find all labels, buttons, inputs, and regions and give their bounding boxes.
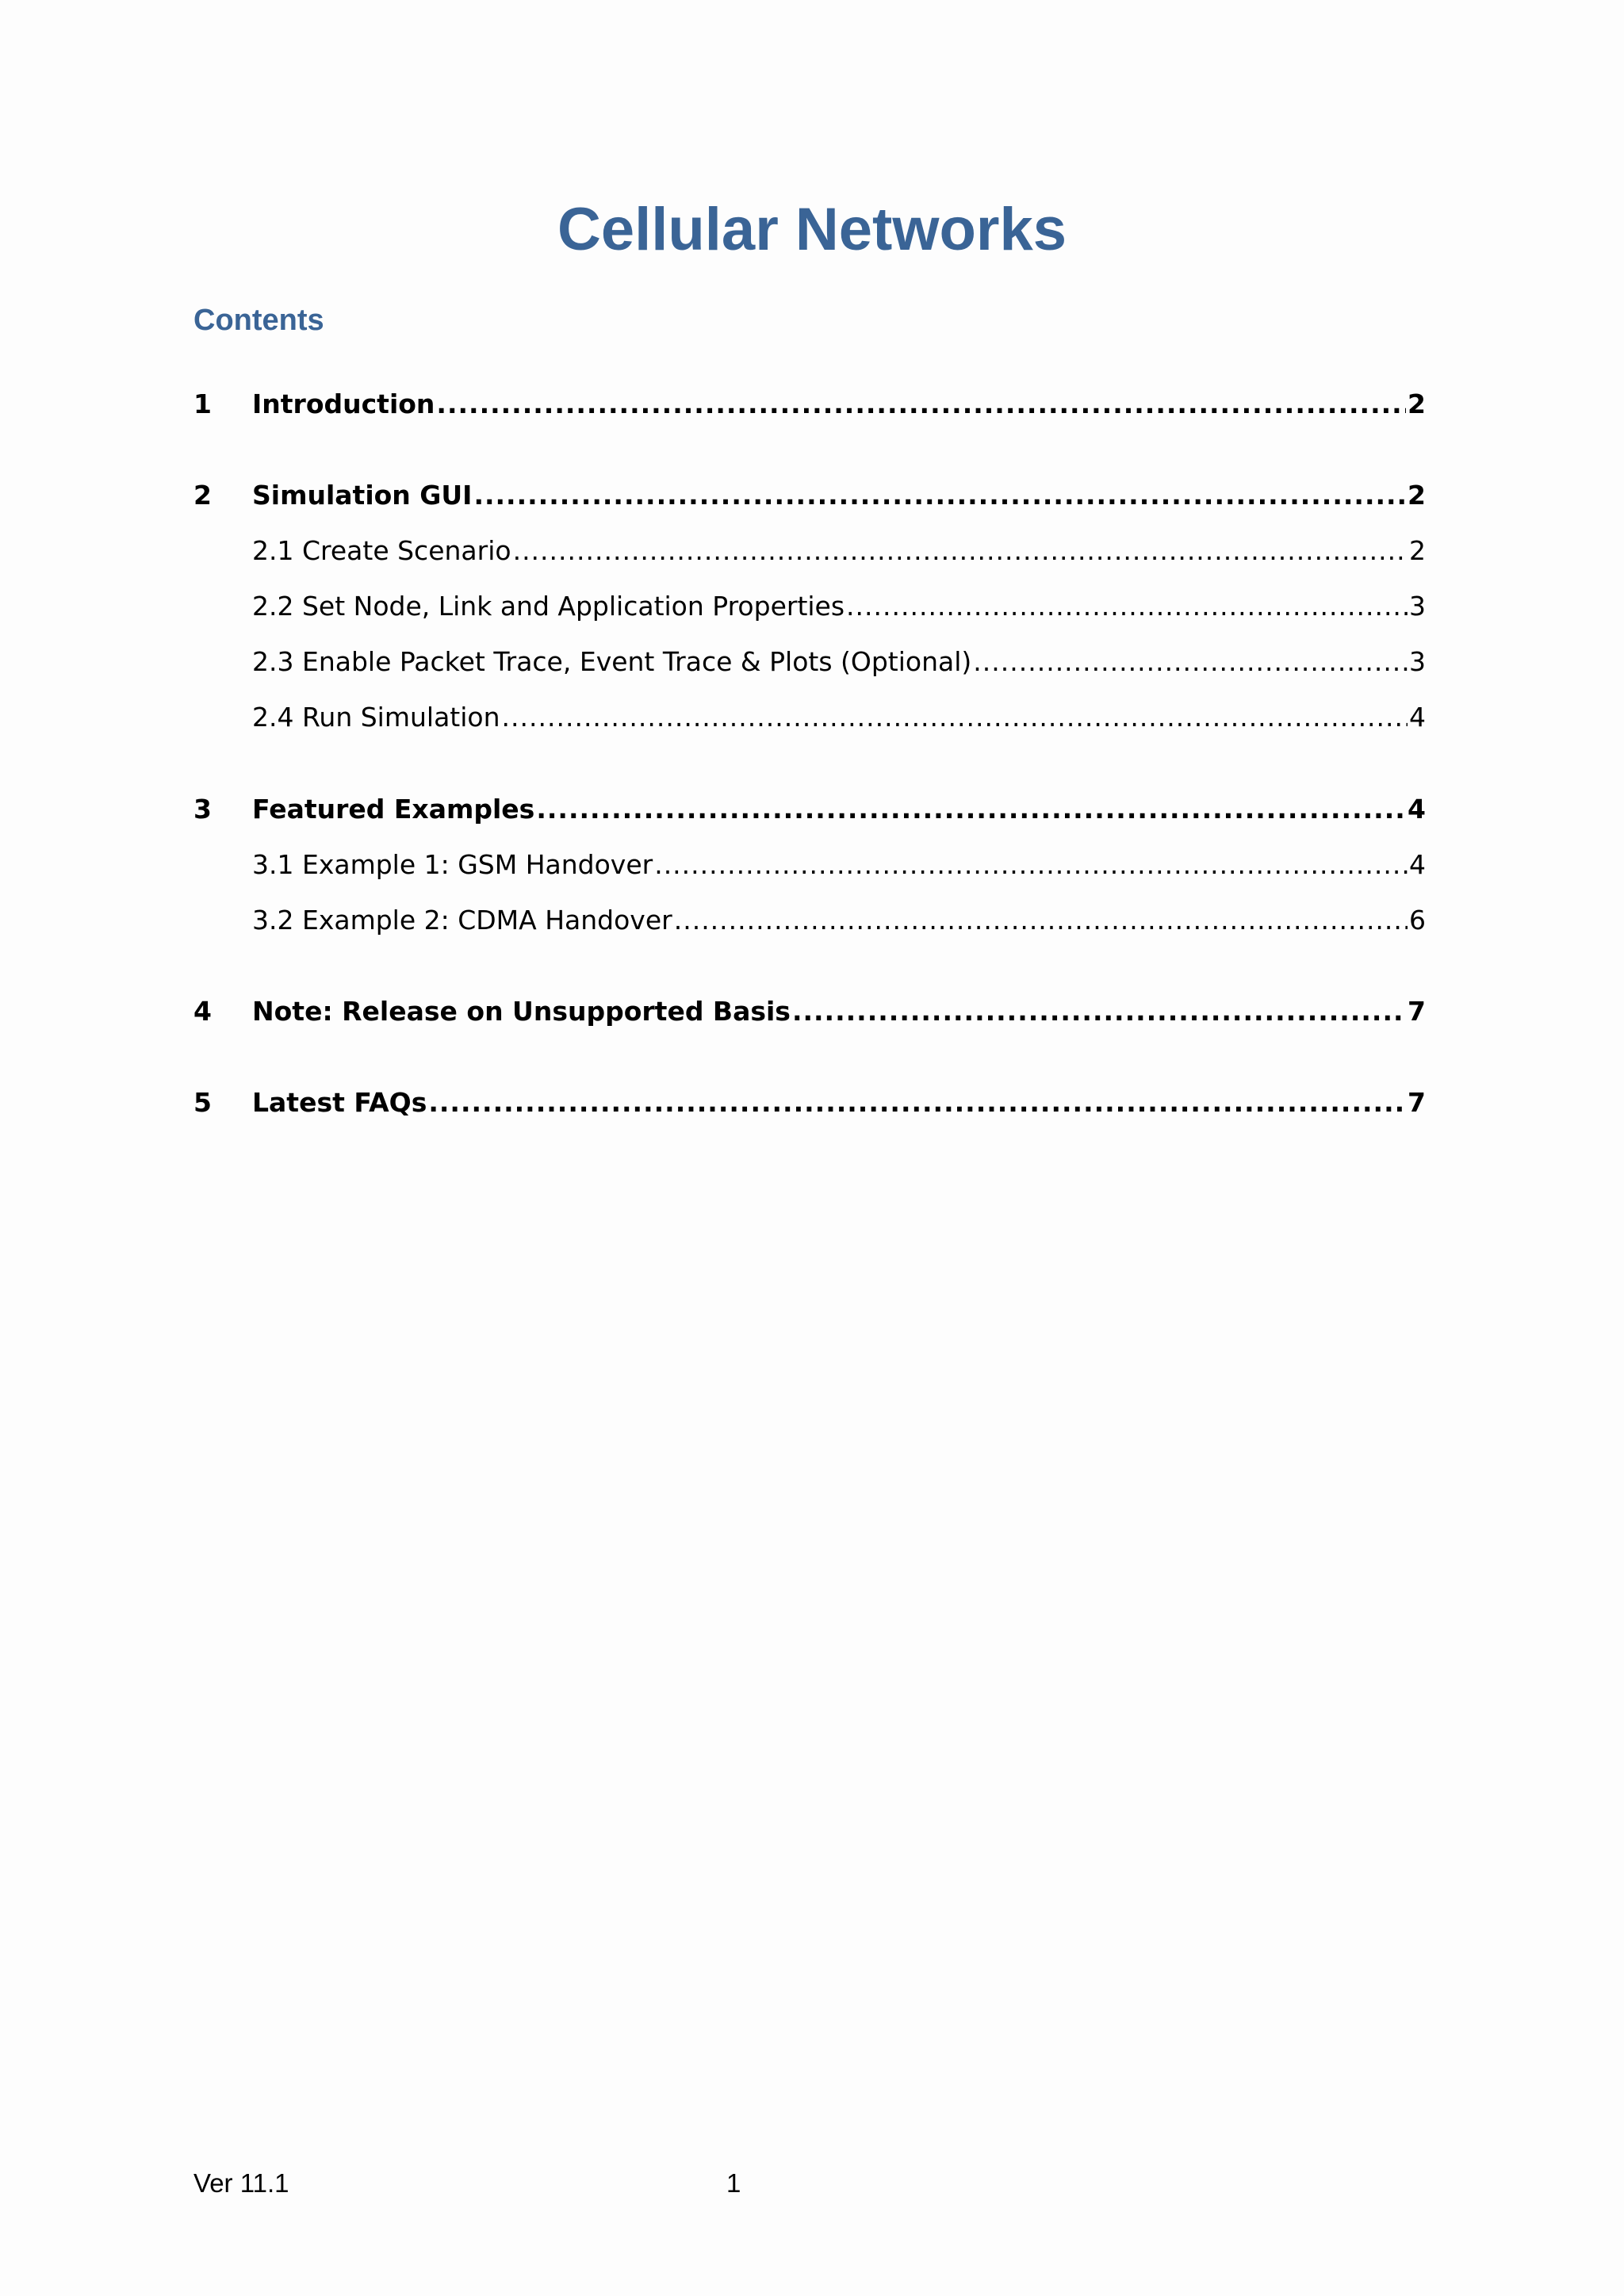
toc-entry-number: 5 (193, 1087, 212, 1118)
toc-entry-run-simulation[interactable] (252, 698, 1426, 737)
toc-entry-number: 1 (193, 388, 212, 419)
toc-dot-leader (502, 698, 1408, 737)
toc-entry-latest-faqs[interactable] (193, 1084, 1426, 1122)
toc-entry-enable-trace[interactable] (252, 643, 1426, 681)
toc-entry-page: 3 (1409, 646, 1426, 677)
toc-entry-title: 2.4 Run Simulation (252, 702, 500, 733)
toc-entry-title: 2.2 Set Node, Link and Application Properties (252, 591, 845, 622)
footer-version: Ver 11.1 (193, 2168, 289, 2198)
toc-dot-leader (513, 532, 1408, 570)
toc-entry-number: 2 (193, 480, 212, 511)
toc-dot-leader (654, 846, 1408, 884)
toc-entry-page: 4 (1409, 702, 1426, 733)
toc-dot-leader (428, 1084, 1406, 1122)
footer-page-number: 1 (726, 2168, 741, 2198)
toc-entry-title: 3.1 Example 1: GSM Handover (252, 849, 653, 880)
toc-entry-simulation-gui[interactable] (193, 476, 1426, 515)
toc-entry-page: 2 (1409, 535, 1426, 566)
toc-entry-page: 7 (1408, 996, 1426, 1027)
toc-entry-title: Simulation GUI (252, 480, 473, 511)
toc-entry-title: 3.2 Example 2: CDMA Handover (252, 905, 672, 936)
toc-entry-create-scenario[interactable] (252, 532, 1426, 570)
toc-entry-number: 3 (193, 794, 212, 825)
toc-entry-introduction[interactable] (193, 385, 1426, 423)
toc-entry-page: 7 (1408, 1087, 1426, 1118)
toc-entry-page: 4 (1409, 849, 1426, 880)
contents-heading: Contents (193, 304, 324, 337)
toc-entry-title: Introduction (252, 388, 435, 419)
toc-dot-leader (436, 385, 1406, 423)
toc-dot-leader (536, 790, 1406, 828)
toc-dot-leader (973, 643, 1408, 681)
toc-entry-release-note[interactable] (193, 993, 1426, 1031)
toc-entry-title: Featured Examples (252, 794, 535, 825)
toc-entry-set-properties[interactable] (252, 587, 1426, 626)
toc-dot-leader (473, 476, 1406, 515)
toc-entry-number: 4 (193, 996, 212, 1027)
toc-dot-leader (792, 993, 1406, 1031)
toc-entry-page: 3 (1409, 591, 1426, 622)
toc-entry-title: Latest FAQs (252, 1087, 427, 1118)
toc-entry-title: 2.3 Enable Packet Trace, Event Trace & Plots (Optional) (252, 646, 972, 677)
document-title: Cellular Networks (557, 196, 1067, 263)
toc-entry-title: 2.1 Create Scenario (252, 535, 511, 566)
toc-entry-title: Note: Release on Unsupported Basis (252, 996, 791, 1027)
toc-entry-gsm-handover[interactable] (252, 846, 1426, 884)
toc-entry-featured-examples[interactable] (193, 790, 1426, 828)
toc-dot-leader (674, 901, 1408, 939)
toc-entry-page: 2 (1408, 388, 1426, 419)
toc-entry-page: 4 (1408, 794, 1426, 825)
toc-entry-cdma-handover[interactable] (252, 901, 1426, 939)
toc-entry-page: 6 (1409, 905, 1426, 936)
toc-dot-leader (846, 587, 1408, 626)
toc-entry-page: 2 (1408, 480, 1426, 511)
